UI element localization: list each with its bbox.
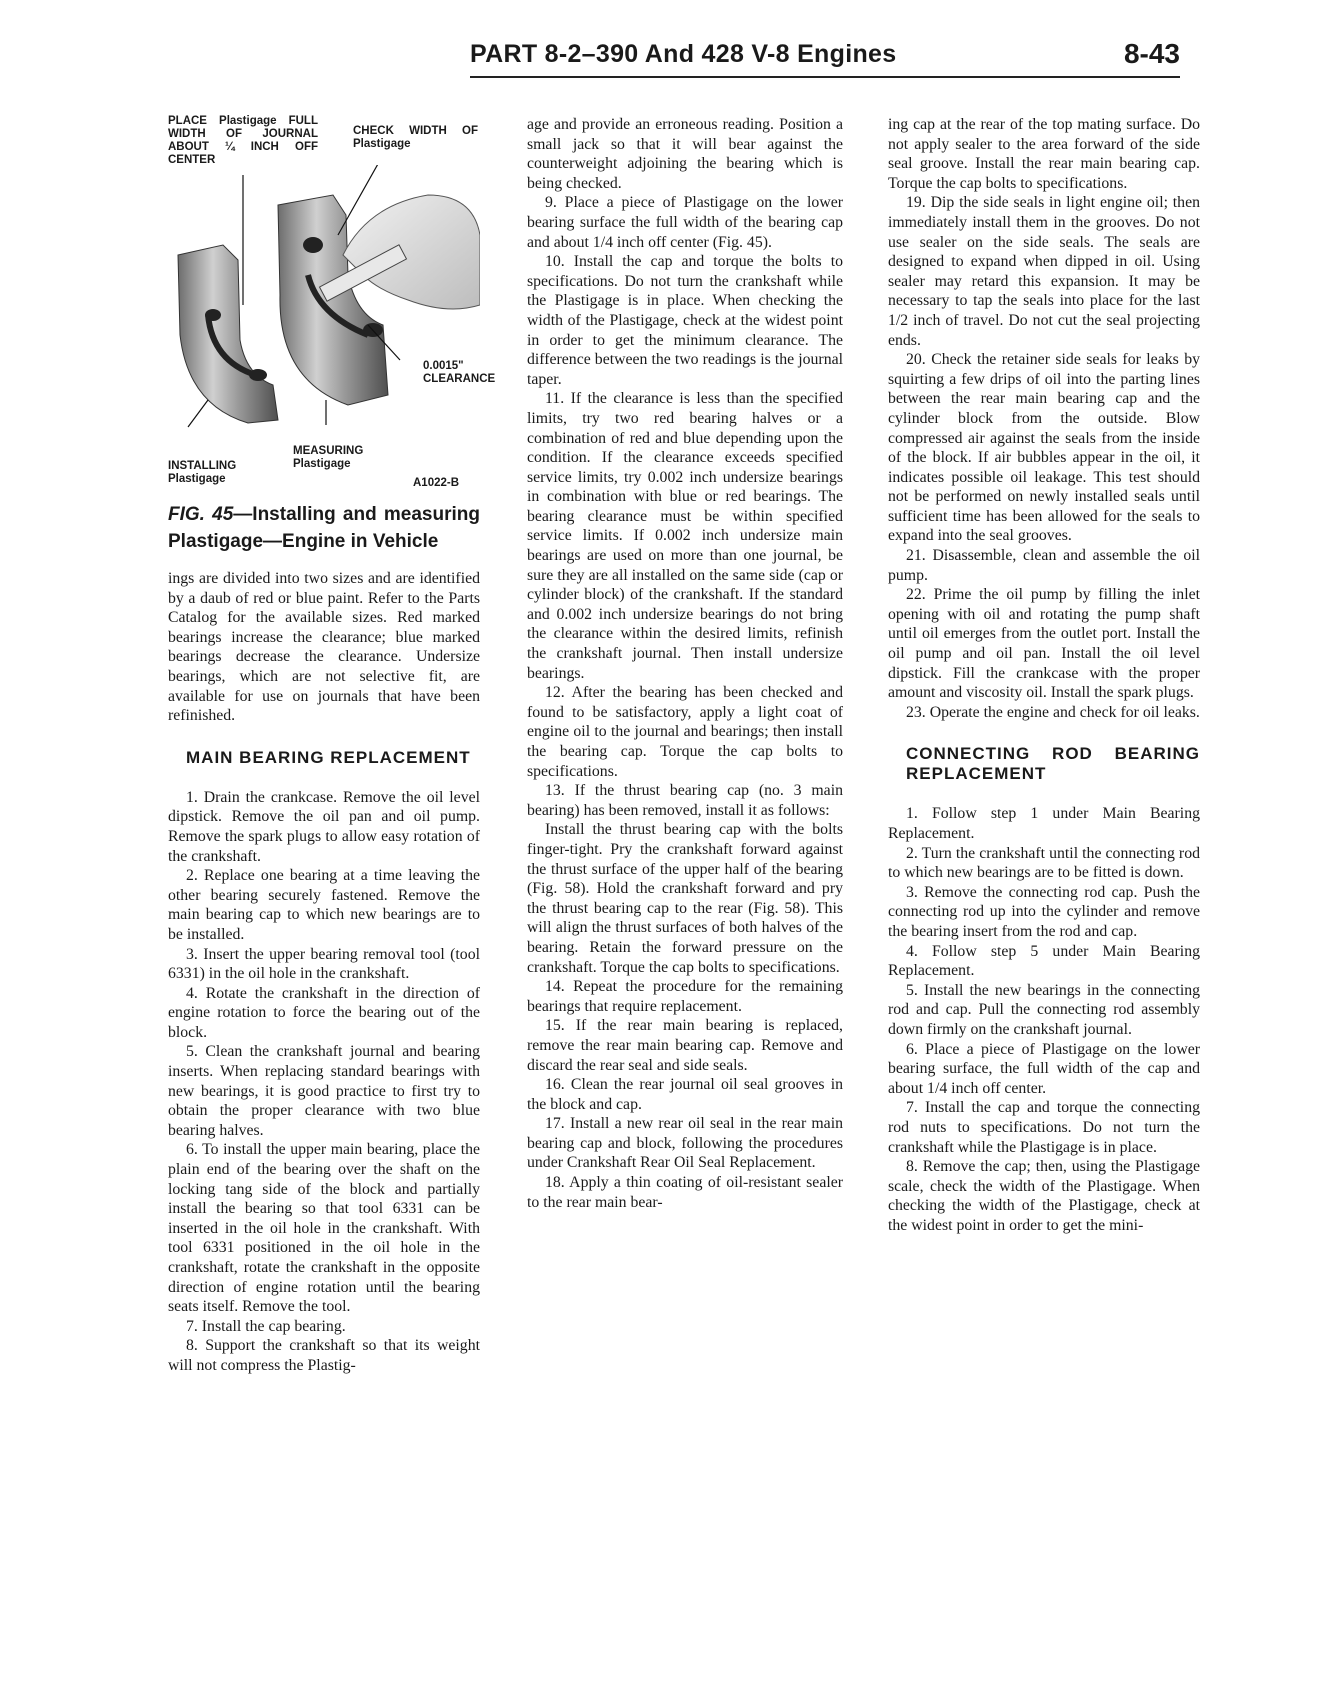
step: 4. Rotate the crankshaft in the direction of engine rotation to force the bearing out of the block.: [168, 984, 480, 1041]
step: 6. Place a piece of Plastigage on the lower bearing surface, the full width of the cap and about 1/4 inch off center.: [888, 1040, 1200, 1097]
bearing-illustration: [168, 165, 480, 435]
paragraph: ings are divided into two sizes and are identified by a daub of red or blue paint. Refer to the Parts Catalog for the available sizes. Red marked bearings increase the clearance; blue marked bearings decrease the clearance. Undersize bearings, which are not selective fit, are available for use on journals that have been refinished.: [168, 570, 480, 725]
label-check-width: CHECK WIDTH OF Plastigage: [353, 125, 478, 150]
step: 12. After the bearing has been checked and found to be satisfactory, apply a light coat of engine oil to the journal and bearings; then install the bearing cap. Torque the cap bolts to specifications.: [527, 684, 843, 780]
column-2: [527, 115, 843, 1212]
figure-number: FIG. 45: [168, 504, 234, 525]
step: 21. Disassemble, clean and assemble the oil pump.: [888, 547, 1200, 584]
figure-caption: [168, 501, 480, 555]
step: 2. Turn the crankshaft until the connecting rod to which new bearings are to be fitted is down.: [888, 844, 1200, 882]
column-1: [168, 115, 496, 1376]
page-header: [470, 40, 1180, 78]
step: 3. Insert the upper bearing removal tool (tool 6331) in the oil hole in the crankshaft.: [168, 945, 480, 983]
step: 8. Remove the cap; then, using the Plastigage scale, check the width of the Plastigage. When checking the width of the Plastigage, check at the widest point in order to get the mini-: [888, 1158, 1200, 1234]
page-number: 8-43: [1123, 38, 1180, 69]
step: 18. Apply a thin coating of oil-resistant sealer to the rear main bear-: [527, 1174, 843, 1211]
step: 3. Remove the connecting rod cap. Push the connecting rod up into the cylinder and remove the bearing insert from the rod and cap.: [888, 883, 1200, 940]
figure-45: [168, 115, 496, 495]
label-installing: INSTALLING Plastigage: [168, 460, 237, 485]
label-measuring: MEASURING Plastigage: [293, 445, 364, 470]
step: 9. Place a piece of Plastigage on the lower bearing surface the full width of the bearing cap and about 1/4 inch off center (Fig. 45).: [527, 194, 843, 251]
step: 1. Drain the crankcase. Remove the oil level dipstick. Remove the oil pan and oil pump. Remove the spark plugs to allow easy rotation of the crankshaft.: [168, 788, 480, 865]
section-heading-connecting-rod: CONNECTING ROD BEARING REPLACEMENT: [906, 744, 1200, 784]
step: 15. If the rear main bearing is replaced, remove the rear main bearing cap. Remove and discard the rear seal and side seals.: [527, 1017, 843, 1074]
step: 22. Prime the oil pump by filling the inlet opening with oil and rotating the pump shaft until oil emerges from the outlet port. Install the oil pump and oil pan. Install the oil level dipstick. Fill the crankcase with the proper amount and viscosity oil. Install the spark plugs.: [888, 586, 1200, 702]
step: 6. To install the upper main bearing, place the plain end of the bearing over the shaft on the locking tang side of the block and partially install the bearing so that tool 6331 can be inserted in the oil hole in the crankshaft. With tool 6331 positioned in the oil hole in the crankshaft, rotate the crankshaft in the opposite direction of engine rotation until the bearing seats itself. Remove the tool.: [168, 1141, 480, 1316]
step: 7. Install the cap bearing.: [186, 1317, 346, 1335]
page-title: PART 8-2–390 And 428 V-8 Engines: [470, 40, 897, 68]
step: 20. Check the retainer side seals for leaks by squirting a few drips of oil into the parting lines between the rear main bearing cap and the cylinder block from the outside. Blow compressed air against the seals from the inside of the block. If air bubbles appear in the oil, it indicates possible oil leakage. This test should not be performed on newly installed seals until sufficient time has been allowed for the seals to expand into the seal grooves.: [888, 351, 1200, 545]
step: 11. If the clearance is less than the specified limits, try two red bearing halves or a combination of red and blue depending upon the condition. If the clearance exceeds specified service limits, try 0.002 inch undersize bearings in combination with blue or red bearings. The bearing clearance must be within specified service limits. If 0.002 inch undersize main bearings are used on more than one journal, be sure they are all installed on the same side (cap or cylinder block) of the crankshaft. If the standard and 0.002 inch undersize bearings do not bring the clearance within the desired limits, refinish the crankshaft journal. Then install undersize bearings.: [527, 390, 843, 682]
step: 23. Operate the engine and check for oil leaks.: [906, 703, 1200, 721]
step: 2. Replace one bearing at a time leaving the other bearing securely fastened. Remove the main bearing cap to which new bearings are to be installed.: [168, 867, 480, 943]
step: 8. Support the crankshaft so that its weight will not compress the Plastig-: [168, 1337, 480, 1374]
label-place-plastigage: PLACE Plastigage FULL WIDTH OF JOURNAL ABOUT ¼ INCH OFF CENTER: [168, 115, 318, 166]
step: 1. Follow step 1 under Main Bearing Replacement.: [888, 805, 1200, 842]
step: 10. Install the cap and torque the bolts to specifications. Do not turn the crankshaft while the Plastigage is in place. When checking the width of the Plastigage, check at the widest point in order to get the minimum clearance. The difference between the two readings is the journal taper.: [527, 253, 843, 388]
paragraph: age and provide an erroneous reading. Position a small jack so that it will bear against the counterweight adjoining the bearing which is being checked.: [527, 116, 843, 192]
column-3: [888, 115, 1200, 1235]
step: 17. Install a new rear oil seal in the rear main bearing cap and block, following the procedures under Crankshaft Rear Oil Seal Replacement.: [527, 1115, 843, 1172]
step: 19. Dip the side seals in light engine oil; then immediately install them in the grooves. Do not use sealer on the side seals. The seals are designed to expand when dipped in oil. Using sealer may retard this expansion. It may be necessary to tap the seals into place for the last 1/2 inch of travel. Do not cut the seal projecting ends.: [888, 194, 1200, 349]
step: 4. Follow step 5 under Main Bearing Replacement.: [888, 942, 1200, 980]
step: 5. Clean the crankshaft journal and bearing inserts. When replacing standard bearings with new bearings, it is good practice to first try to obtain the proper clearance with two blue bearing halves.: [168, 1043, 480, 1139]
step: 14. Repeat the procedure for the remaining bearings that require replacement.: [527, 978, 843, 1015]
step: 5. Install the new bearings in the connecting rod and cap. Pull the connecting rod assembly down firmly on the crankshaft journal.: [888, 981, 1200, 1038]
step: 13. If the thrust bearing cap (no. 3 main bearing) has been removed, install it as follows:: [527, 782, 843, 819]
section-heading-main-bearing: MAIN BEARING REPLACEMENT: [186, 747, 471, 767]
step: 16. Clean the rear journal oil seal grooves in the block and cap.: [527, 1076, 843, 1113]
step: 7. Install the cap and torque the connecting rod nuts to specifications. Do not turn the crankshaft while the Plastigage is in place.: [888, 1099, 1200, 1156]
label-clearance: 0.0015" CLEARANCE: [423, 360, 496, 385]
paragraph: ing cap at the rear of the top mating surface. Do not apply sealer to the area forward of the side seal groove. Install the rear main bearing cap. Torque the cap bolts to specifications.: [888, 116, 1200, 192]
figure-code: A1022-B: [413, 477, 460, 489]
figure-caption-text: —Installing and measuring Plastigage—Engine in Vehicle: [168, 504, 480, 552]
step: Install the thrust bearing cap with the bolts finger-tight. Pry the crankshaft forward against the thrust surface of the upper half of the bearing (Fig. 58). Hold the crankshaft forward and pry the thrust bearing cap to the rear (Fig. 58). This will align the thrust surfaces of both halves of the bearing. Retain the forward pressure on the crankshaft. Torque the cap bolts to specifications.: [527, 821, 843, 976]
